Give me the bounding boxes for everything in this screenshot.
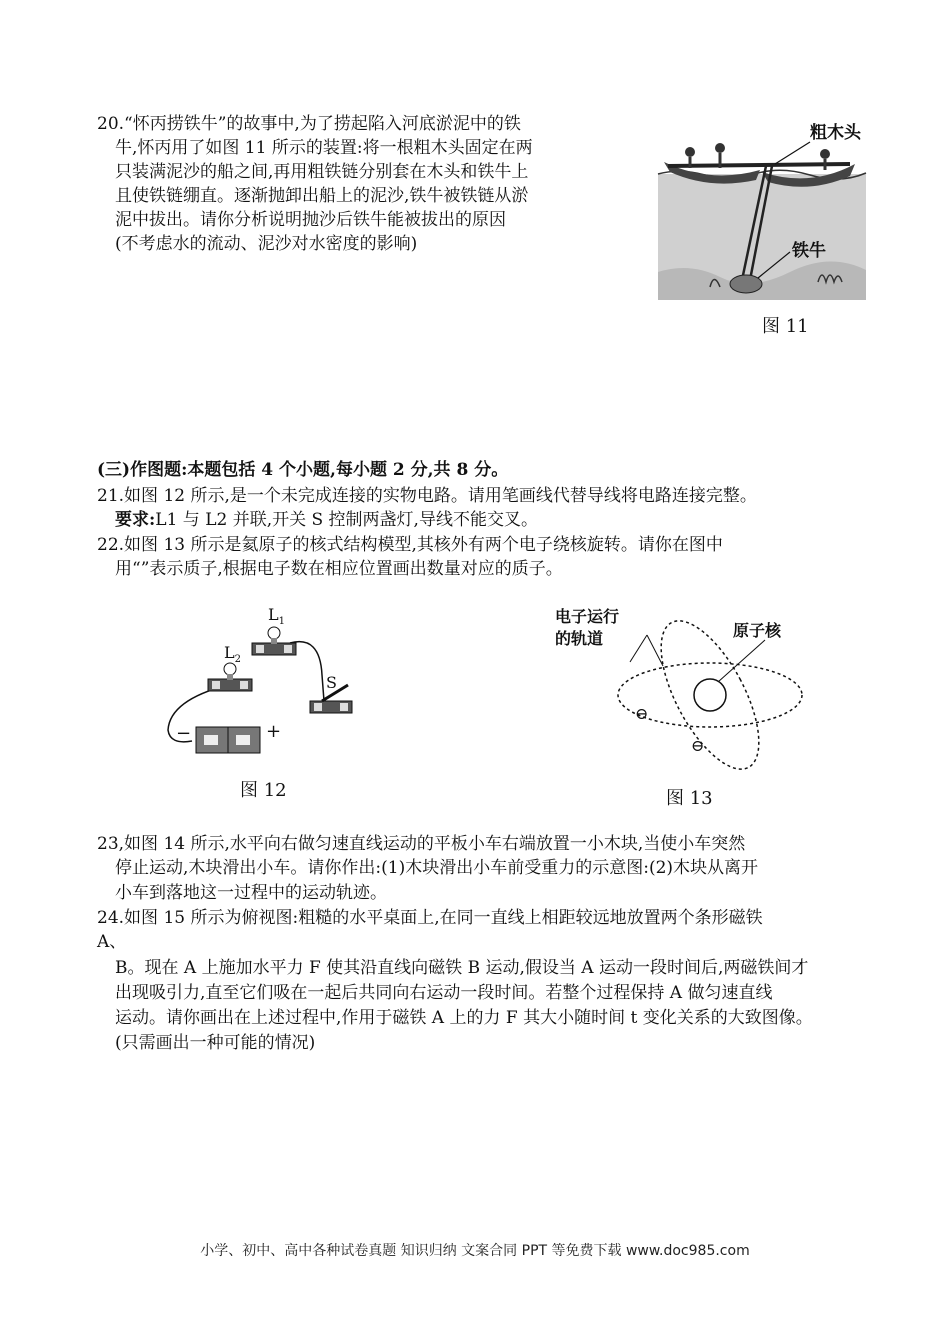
q21-line: 21.如图 12 所示,是一个未完成连接的实物电路。请用笔画线代替导线将电路连接完整。: [97, 486, 757, 506]
q20-line: 牛,怀丙用了如图 11 所示的装置:将一根粗木头固定在两: [115, 138, 533, 158]
q20-line: 泥中拔出。请你分析说明抛沙后铁牛能被拔出的原因: [115, 210, 506, 230]
q20-line: 只装满泥沙的船之间,再用粗铁链分别套在木头和铁牛上: [115, 162, 529, 182]
bulb-l2: [208, 663, 252, 691]
q21-requirement-text: L1 与 L2 并联,开关 S 控制两盏灯,导线不能交叉。: [155, 510, 538, 530]
label-log: 粗木头: [810, 123, 861, 143]
label-orbit: 电子运行 的轨道: [555, 607, 620, 648]
figure-13: [555, 600, 820, 780]
q24-line: (只需画出一种可能的情况): [115, 1033, 316, 1053]
figure-12: [160, 605, 370, 765]
label-l1: $L_1$: [268, 605, 285, 628]
q23-line: 小车到落地这一过程中的运动轨迹。: [115, 883, 387, 903]
q21-requirement: [115, 508, 538, 532]
q23-line: 23,如图 14 所示,水平向右做匀速直线运动的平板小车右端放置一小木块,当使小车突然: [97, 834, 746, 854]
q21-requirement-label: 要求:: [115, 510, 156, 530]
battery: [196, 727, 260, 753]
q24-line: A、: [97, 932, 127, 952]
figure-13-caption: 图 13: [666, 788, 713, 809]
label-l2: $L_2$: [224, 643, 241, 666]
q20-line: 且使铁链绷直。逐渐抛卸出船上的泥沙,铁牛被铁链从淤: [115, 186, 529, 206]
figure-12-caption: 图 12: [240, 780, 287, 801]
q20-line: (不考虑水的流动、泥沙对水密度的影响): [115, 234, 418, 254]
q24-line: 运动。请你画出在上述过程中,作用于磁铁 A 上的力 F 其大小随时间 t 变化关系的大致图像。: [115, 1008, 813, 1028]
q24-line: B。现在 A 上施加水平力 F 使其沿直线向磁铁 B 运动,假设当 A 运动一段时间后,两磁铁间才: [115, 958, 809, 978]
bulb-l1: [252, 627, 296, 655]
q24-line: 24.如图 15 所示为俯视图:粗糙的水平桌面上,在同一直线上相距较远地放置两个条形磁铁: [97, 908, 763, 928]
label-plus: +: [266, 721, 282, 742]
label-iron-ox: 铁牛: [792, 241, 826, 261]
q22-line: 用“”表示质子,根据电子数在相应位置画出数量对应的质子。: [115, 559, 563, 579]
electron-2: ⊖: [691, 736, 705, 755]
q20-line: 20.“怀丙捞铁牛”的故事中,为了捞起陷入河底淤泥中的铁: [97, 114, 521, 134]
label-minus: −: [176, 723, 192, 744]
q22-line: 22.如图 13 所示是氦原子的核式结构模型,其核外有两个电子绕核旋转。请你在图中: [97, 535, 723, 555]
label-nucleus: 原子核: [733, 621, 782, 640]
log-beam: [668, 164, 850, 166]
footer-text: 小学、初中、高中各种试卷真题 知识归纳 文案合同 PPT 等免费下载 www.doc985.com: [200, 1243, 750, 1259]
iron-ox: [730, 275, 762, 293]
nucleus: [694, 679, 726, 711]
label-switch: S: [326, 673, 337, 692]
q24-line: 出现吸引力,直至它们吸在一起后共同向右运动一段时间。若整个过程保持 A 做匀速直线: [115, 983, 773, 1003]
q23-line: 停止运动,木块滑出小车。请你作出:(1)木块滑出小车前受重力的示意图:(2)木块从离开: [115, 858, 759, 878]
electron-1: ⊖: [635, 704, 649, 723]
figure-11: [650, 112, 870, 312]
section-heading: (三)作图题:本题包括 4 个小题,每小题 2 分,共 8 分。: [97, 460, 509, 480]
figure-11-caption: 图 11: [762, 316, 809, 337]
circuit-illustration: [160, 605, 370, 765]
